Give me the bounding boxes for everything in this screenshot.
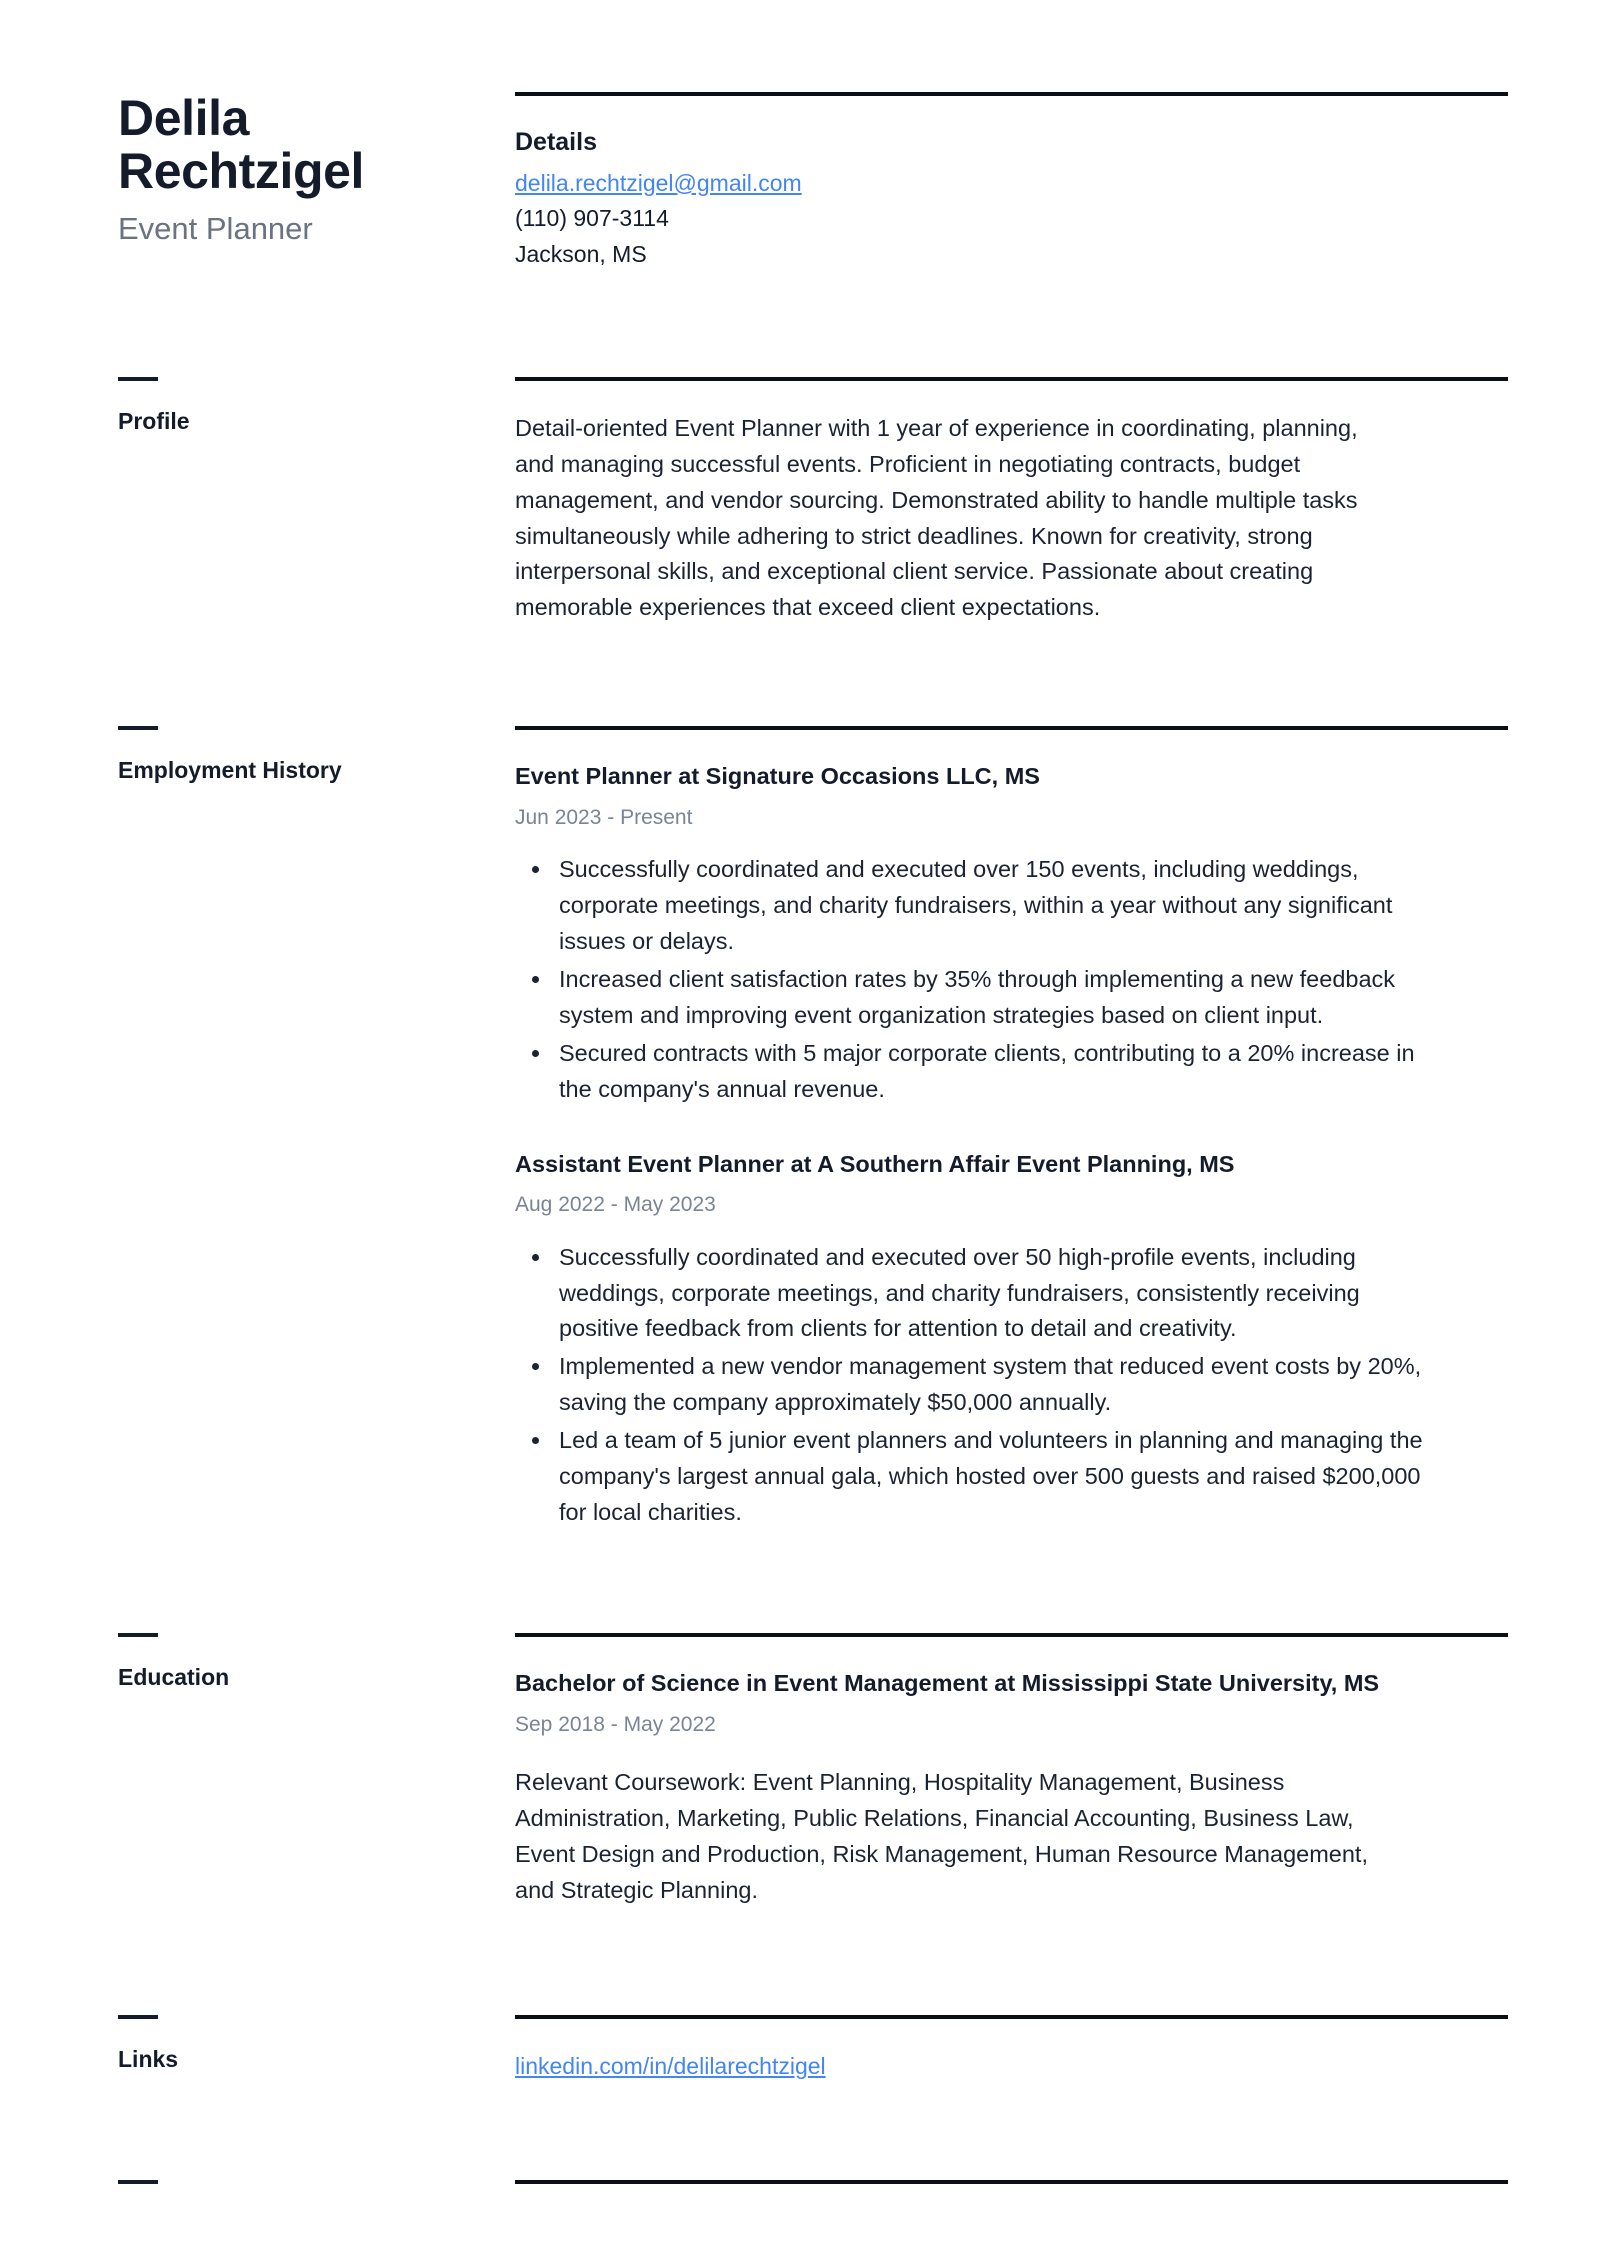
- education-section: [0, 1633, 1600, 1915]
- section-divider-employment: [515, 726, 1508, 730]
- employment-entry: [515, 1148, 1508, 1531]
- employment-entry: [515, 760, 1508, 1107]
- section-label-links: Links: [118, 2045, 179, 2072]
- section-divider-links: [515, 2015, 1508, 2019]
- email-line: [515, 166, 1508, 202]
- links-content-column: [515, 2015, 1600, 2085]
- first-name: Delila: [118, 90, 249, 146]
- trailing-label-column: [0, 2180, 515, 2210]
- education-entry-title: Bachelor of Science in Event Management at Mississippi State University, MS: [515, 1670, 1380, 1697]
- trailing-section: [0, 2180, 1600, 2210]
- links-label-column: [0, 2015, 515, 2075]
- list-item: • Successfully coordinated and executed over 50 high-profile events, including weddings, corporate meetings, and charity fundraisers, consistently receiving positive feedback from clients for attention to detail and creativity.: [553, 1240, 1433, 1348]
- job-title: Event Planner: [118, 211, 313, 246]
- header-identity: [0, 0, 515, 249]
- employment-content-column: [515, 726, 1600, 1537]
- section-divider-details: [515, 92, 1508, 96]
- section-label-profile: Profile: [118, 407, 190, 434]
- education-entry-description: Relevant Coursework: Event Planning, Hospitality Management, Business Administration, Marketing, Public Relations, Financial Accounting, Business Law, Event Design and Production, Risk Management, Human Resource Management, and Strategic Planning.: [515, 1768, 1368, 1903]
- profile-label-column: [0, 377, 515, 437]
- details-section: [515, 0, 1600, 273]
- employment-entry-title: Assistant Event Planner at A Southern Affair Event Planning, MS: [515, 1150, 1235, 1177]
- employment-entry-title: Event Planner at Signature Occasions LLC, MS: [515, 763, 1040, 790]
- employment-entry-date: Aug 2022 - May 2023: [515, 1193, 716, 1217]
- employment-entry-bullets: [515, 1240, 1433, 1532]
- list-item: • Led a team of 5 junior event planners and volunteers in planning and managing the company's largest annual gala, which hosted over 500 guests and raised $200,000 for local charities.: [553, 1423, 1433, 1531]
- profile-text: Detail-oriented Event Planner with 1 year of experience in coordinating, planning, and managing successful events. Proficient in negotiating contracts, budget management, and vendor sourcing. Demonstrated ability to handle multiple tasks simultaneously while adhering to strict deadlines. Known for creativity, strong interpersonal skills, and exceptional client service. Passionate about creating memorable experiences that exceed client expectations.: [515, 414, 1358, 621]
- list-item: • Secured contracts with 5 major corporate clients, contributing to a 20% increase in the company's annual revenue.: [553, 1036, 1433, 1108]
- profile-content-column: [515, 377, 1600, 627]
- dash-icon: [118, 2180, 158, 2184]
- education-entry-date: Sep 2018 - May 2022: [515, 1712, 716, 1736]
- section-divider-education: [515, 1633, 1508, 1637]
- link-row: [515, 2049, 1508, 2085]
- links-section: [0, 2015, 1600, 2085]
- section-divider-trailing: [515, 2180, 1508, 2184]
- page-title: [118, 92, 438, 198]
- list-item: • Increased client satisfaction rates by 35% through implementing a new feedback system and improving event organization strategies based on client input.: [553, 962, 1433, 1034]
- list-item: • Successfully coordinated and executed over 150 events, including weddings, corporate meetings, and charity fundraisers, within a year without any significant issues or delays.: [553, 852, 1433, 960]
- dash-icon: [118, 2015, 158, 2019]
- details-heading: Details: [515, 128, 597, 156]
- dash-icon: [118, 726, 158, 730]
- employment-section: [0, 726, 1600, 1537]
- linkedin-link[interactable]: linkedin.com/in/delilarechtzigel: [515, 2052, 826, 2079]
- dash-icon: [118, 1633, 158, 1637]
- phone-line: (110) 907-3114: [515, 205, 669, 232]
- employment-label-column: [0, 726, 515, 786]
- section-divider-profile: [515, 377, 1508, 381]
- list-item: • Implemented a new vendor management system that reduced event costs by 20%, saving the company approximately $50,000 annually.: [553, 1349, 1433, 1421]
- email-link[interactable]: delila.rechtzigel@gmail.com: [515, 169, 802, 196]
- dash-icon: [118, 377, 158, 381]
- profile-section: [0, 377, 1600, 627]
- trailing-content-column: [515, 2180, 1600, 2184]
- education-label-column: [0, 1633, 515, 1693]
- education-content-column: [515, 1633, 1600, 1915]
- resume-header: [0, 0, 1600, 273]
- last-name: Rechtzigel: [118, 143, 365, 199]
- section-label-employment: Employment History: [118, 757, 342, 784]
- education-entry: [515, 1667, 1508, 1909]
- employment-entry-bullets: [515, 852, 1433, 1108]
- section-label-education: Education: [118, 1664, 230, 1691]
- location-line: Jackson, MS: [515, 241, 647, 268]
- employment-entry-date: Jun 2023 - Present: [515, 805, 693, 829]
